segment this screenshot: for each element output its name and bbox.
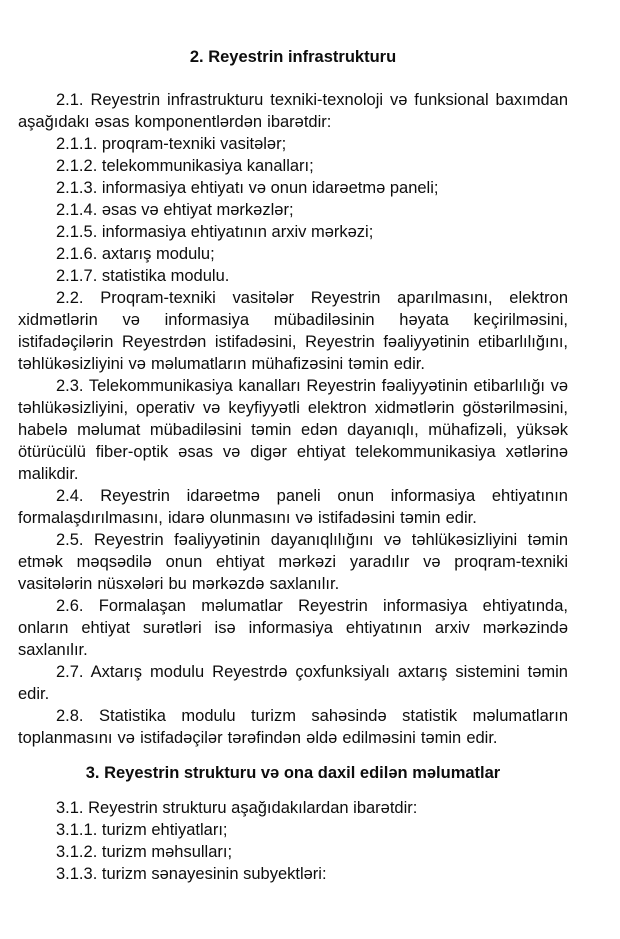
paragraph-2-4: 2.4. Reyestrin idarəetmə paneli onun informasiya ehtiyatının formalaşdırılmasını, idarə olunmasını və istifadəsini təmin edir. xyxy=(18,487,568,527)
list-item-2-1-6: 2.1.6. axtarış modulu; xyxy=(56,245,215,263)
paragraph-2-3: 2.3. Telekommunikasiya kanalları Reyestrin fəaliyyətinin etibarlılığı və təhlükəsizliyini, operativ və keyfiyyətli elektron xidmətlərin göstərilməsini, habelə məlumat mübadiləsini təmin edən dayanıqlı, mühafizəli, yüksək ötürücülü fiber-optik əsas və digər ehtiyat telekommunikasiya xətlərinə malikdir. xyxy=(18,377,568,483)
section-2-heading: 2. Reyestrin infrastrukturu xyxy=(189,48,397,66)
paragraph-2-1: 2.1. Reyestrin infrastrukturu texniki-texnoloji və funksional baxımdan aşağıdakı əsas komponentlərdən ibarətdir: xyxy=(18,91,568,131)
paragraph-2-8: 2.8. Statistika modulu turizm sahəsində statistik məlumatların toplanmasını və istifadəçilər tərəfindən əldə edilməsini təmin edir. xyxy=(18,707,568,747)
paragraph-2-6: 2.6. Formalaşan məlumatlar Reyestrin informasiya ehtiyatında, onların ehtiyat surətləri isə informasiya ehtiyatının arxiv mərkəzində saxlanılır. xyxy=(18,597,568,659)
paragraph-2-7: 2.7. Axtarış modulu Reyestrdə çoxfunksiyalı axtarış sistemini təmin edir. xyxy=(18,663,568,703)
list-item-2-1-5: 2.1.5. informasiya ehtiyatının arxiv mərkəzi; xyxy=(56,223,374,241)
paragraph-2-2: 2.2. Proqram-texniki vasitələr Reyestrin aparılmasını, elektron xidmətlərin və informasiya mübadiləsinin həyata keçirilməsini, istifadəçilərin Reyestrdən istifadəsini, Reyestrin fəaliyyətinin etibarlılığını, təhlükəsizliyini və məlumatların mühafizəsini təmin edir. xyxy=(18,289,568,373)
list-item-2-1-1: 2.1.1. proqram-texniki vasitələr; xyxy=(56,135,287,153)
list-item-2-1-2: 2.1.2. telekommunikasiya kanalları; xyxy=(56,157,314,175)
list-item-2-1-3: 2.1.3. informasiya ehtiyatı və onun idarəetmə paneli; xyxy=(56,179,439,197)
list-item-2-1-7: 2.1.7. statistika modulu. xyxy=(56,267,230,285)
list-item-3-1-1: 3.1.1. turizm ehtiyatları; xyxy=(56,821,228,839)
list-item-3-1-2: 3.1.2. turizm məhsulları; xyxy=(56,843,233,861)
list-item-2-1-4: 2.1.4. əsas və ehtiyat mərkəzlər; xyxy=(56,201,294,219)
paragraph-3-1: 3.1. Reyestrin strukturu aşağıdakılardan ibarətdir: xyxy=(56,799,418,817)
section-3-heading: 3. Reyestrin strukturu və ona daxil edilən məlumatlar xyxy=(85,764,501,782)
paragraph-2-5: 2.5. Reyestrin fəaliyyətinin dayanıqlılığını və təhlükəsizliyini təmin etmək məqsədilə onun ehtiyat mərkəzi yaradılır və proqram-texniki vasitələrin nüsxələri bu mərkəzdə saxlanılır. xyxy=(18,531,568,593)
list-item-3-1-3: 3.1.3. turizm sənayesinin subyektləri: xyxy=(56,865,327,883)
